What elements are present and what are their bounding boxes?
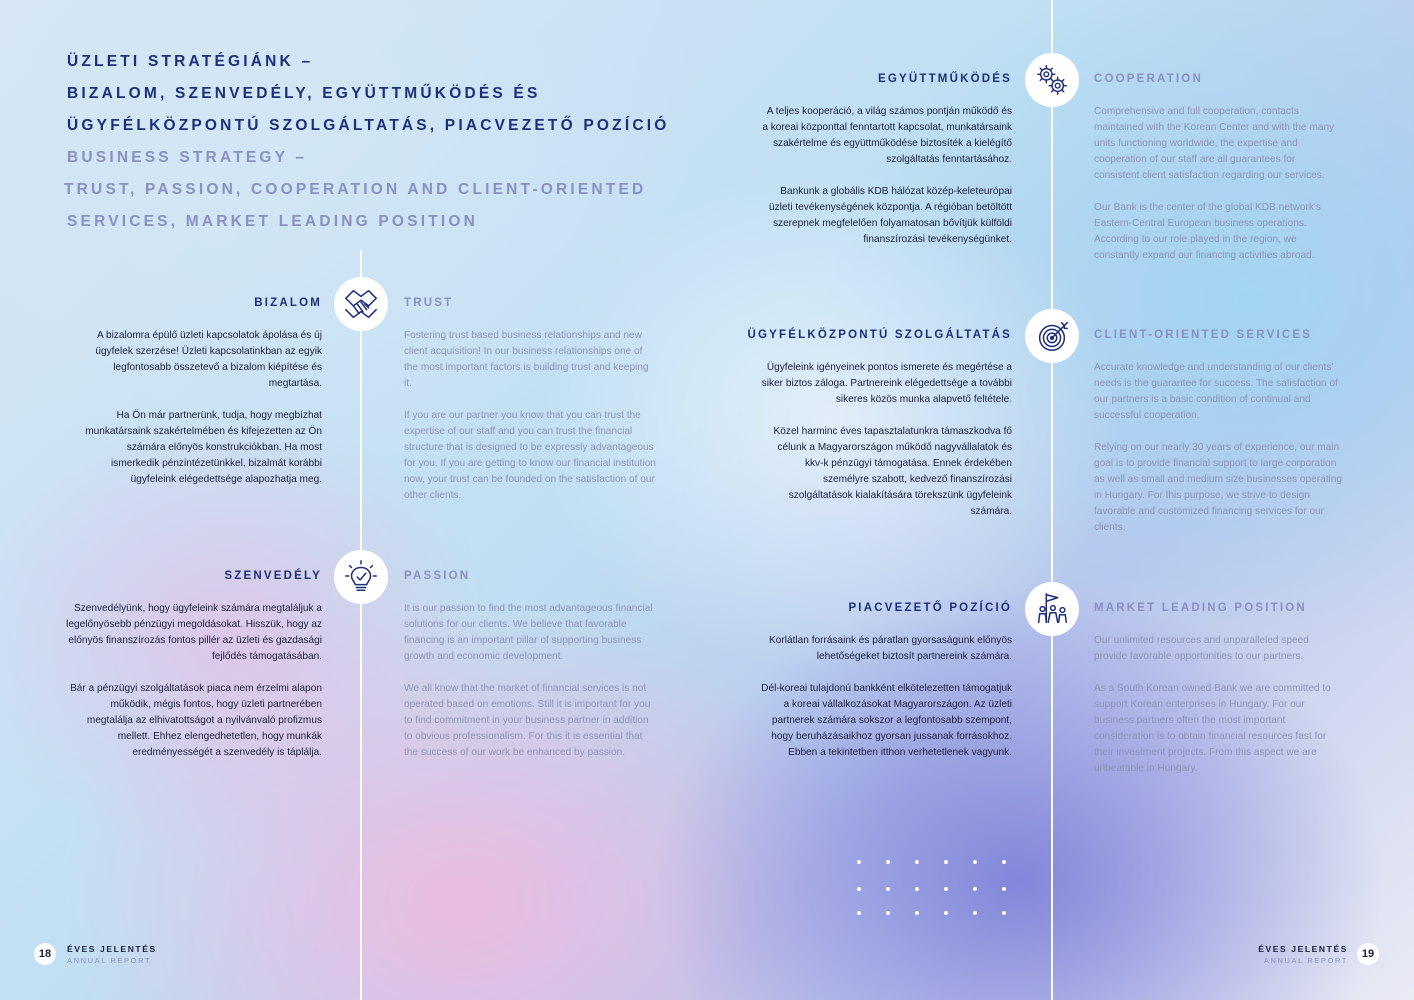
client-heading-hu: ÜGYFÉLKÖZPONTÚ SZOLGÁLTATÁS	[747, 329, 1012, 341]
cooperation-hu-paragraph-1: A teljes kooperáció, a világ számos pontján működő és a koreai központtal fenntartott kapcsolat, munkatársaink szakértelme és együttműködése biztosíték a kielégítő szolgáltatás fenntartásához.	[762, 106, 1012, 165]
footer-report-en-right: ANNUAL REPORT	[1263, 956, 1348, 965]
footer-report-hu-left: ÉVES JELENTÉS	[67, 944, 157, 954]
dot	[1002, 887, 1006, 891]
passion-hu-paragraph-2: Bár a pénzügyi szolgáltatások piaca nem érzelmi alapon működik, mégis fontos, hogy üzleti partnerében megtalálja az elhivatottságot a nyilvánvaló profizmus mellett. Ehhez elengedhetetlen, hogy munkák eredményességét a szenvedély is táplálja.	[70, 683, 322, 758]
dot	[973, 860, 977, 864]
client-en-paragraph-1: Accurate knowledge and understanding of our clients' needs is the guarantee for success. The satisfaction of our partners is a basic condition of continual and successful cooperation.	[1094, 362, 1338, 421]
title-hu-line-2: BIZALOM, SZENVEDÉLY, EGYÜTTMŰKÖDÉS ÉS	[67, 85, 541, 102]
market-en-paragraph-2: As a South Korean owned Bank we are committed to support Korean enterprises in Hungary. For our business partners often the most important consideration is to obtain financial resources fast for their investment projects. From this aspect we are unbeatable in Hungary.	[1094, 683, 1331, 774]
cooperation-en-paragraph-1: Comprehensive and full cooperation, contacts maintained with the Korean Center and with the many units functioning worldwide, the expertise and cooperation of our staff are all guarantees for consistent client satisfaction regarding our services.	[1094, 106, 1335, 181]
dot	[886, 911, 890, 915]
passion-en-paragraph-1: It is our passion to find the most advantageous financial solutions for our clients. We believe that favorable financing is an important pillar of supporting business growth and economic development.	[404, 603, 653, 662]
dot	[973, 911, 977, 915]
footer-report-en-left: ANNUAL REPORT	[67, 956, 152, 965]
lightbulb-icon	[334, 550, 388, 604]
market-en-paragraph-1: Our unlimited resources and unparalleled speed provide favorable opportunities to our partners.	[1094, 635, 1309, 662]
dot	[1002, 860, 1006, 864]
dot	[915, 911, 919, 915]
trust-en-paragraph-2: If you are our partner you know that you can trust the expertise of our staff and you can trust the financial structure that is designed to be expressly advantageous for you. If you are getting to know our financial institution now, your trust can be founded on the satisfaction of our other clients.	[404, 410, 656, 501]
market-hu-paragraph-2: Dél-koreai tulajdonú bankként elkötelezetten támogatjuk a koreai vállalkozásokat Magyarországon. Az üzleti partnerek számára sokszor a legfontosabb szempont, hogy beruházásaikhoz gyorsan jussanak forrásokhoz. Ebben a tekintetben itthon verhetetlenek vagyunk.	[761, 683, 1012, 758]
client-heading-en: CLIENT-ORIENTED SERVICES	[1094, 329, 1313, 341]
trust-heading-hu: BIZALOM	[254, 297, 322, 309]
client-en-paragraph-2: Relying on our nearly 30 years of experience, our main goal is to provide financial support to large corporation as well as small and medium size businesses operating in Hungary. For this purpose, we strive to design favorable and customized financing services for our clients.	[1094, 442, 1342, 533]
dot	[915, 860, 919, 864]
dot	[886, 887, 890, 891]
title-hu-line-3: ÜGYFÉLKÖZPONTÚ SZOLGÁLTATÁS, PIACVEZETŐ POZÍCIÓ	[67, 117, 670, 134]
handshake-icon	[334, 277, 388, 331]
dot	[944, 911, 948, 915]
passion-hu-paragraph-1: Szenvedélyünk, hogy ügyfeleink számára megtaláljuk a legelőnyösebb pénzügyi megoldásokat. Hisszük, hogy az előnyös finanszírozás fontos pillér az üzleti és gazdasági fejlődés támogatásában.	[66, 603, 322, 662]
page-number-right: 19	[1357, 943, 1379, 965]
left-timeline-line	[360, 250, 362, 1000]
footer-report-hu-right: ÉVES JELENTÉS	[1258, 944, 1348, 954]
target-icon	[1025, 309, 1079, 363]
passion-en-paragraph-2: We all know that the market of financial services is not operated based on emotions. Still it is important for you to find commitment in your business partner in addition to obvious professionalism. For this it is essential that the success of our work be enhanced by passion.	[404, 683, 651, 758]
trust-heading-en: TRUST	[404, 297, 454, 309]
dot	[944, 887, 948, 891]
dot	[857, 860, 861, 864]
right-timeline-line	[1051, 0, 1053, 1000]
dot	[886, 860, 890, 864]
gears-icon	[1025, 53, 1079, 107]
title-en-line-1: BUSINESS STRATEGY –	[67, 149, 308, 166]
market-hu-paragraph-1: Korlátlan forrásaink és páratlan gyorsaságunk előnyös lehetőségeket biztosít partnereink számára.	[769, 635, 1012, 662]
title-en-line-3: SERVICES, MARKET LEADING POSITION	[67, 213, 479, 230]
passion-heading-hu: SZENVEDÉLY	[224, 570, 322, 582]
dot	[857, 911, 861, 915]
cooperation-heading-hu: EGYÜTTMŰKÖDÉS	[877, 73, 1012, 85]
trust-hu-paragraph-1: A bizalomra épülő üzleti kapcsolatok ápolása és új ügyfelek szerzése! Üzleti kapcsolatinkban az egyik legfontosabb összetevő a bizalom kiépítése és megtartása.	[95, 330, 322, 389]
dot	[944, 860, 948, 864]
dot	[973, 887, 977, 891]
dot	[915, 887, 919, 891]
trust-en-paragraph-1: Fostering trust based business relationships and new client acquisition! In our business relationships one of the most important factors is building trust and keeping it.	[404, 330, 649, 389]
title-hu-line-1: ÜZLETI STRATÉGIÁNK –	[67, 53, 314, 70]
page-number-left: 18	[34, 943, 56, 965]
trust-hu-paragraph-2: Ha Ön már partnerünk, tudja, hogy megbízhat munkatársaink szakértelmében és kifejezetten az Ön számára előnyös konstrukciókban. Ha most ismerkedik pénzintézetünkkel, bizalmát korábbi ügyfeleink elégedettsége alapozhatja meg.	[85, 410, 322, 485]
cooperation-heading-en: COOPERATION	[1094, 73, 1203, 85]
dot	[1002, 911, 1006, 915]
market-heading-en: MARKET LEADING POSITION	[1094, 602, 1307, 614]
market-heading-hu: PIACVEZETŐ POZÍCIÓ	[848, 602, 1012, 614]
title-en-line-2: TRUST, PASSION, COOPERATION AND CLIENT-ORIENTED	[64, 181, 647, 198]
flag-team-icon	[1025, 582, 1079, 636]
passion-heading-en: PASSION	[404, 570, 471, 582]
cooperation-hu-paragraph-2: Bankunk a globális KDB hálózat közép-keleteurópai üzleti tevékenységének központja. A régióban betöltött szerepnek megfelelően folyamatosan bővítjük külföldi finanszírozási tevékenységünket.	[769, 186, 1012, 245]
dot	[857, 887, 861, 891]
client-hu-paragraph-2: Közel harminc éves tapasztalatunkra támaszkodva fő célunk a Magyarországon működő nagyvállalatok és kkv-k pénzügyi támogatása. Ennek érdekében személyre szabott, kedvező finanszírozási szolgáltatások kialakítására törekszünk ügyfeleink számára.	[773, 426, 1012, 517]
client-hu-paragraph-1: Ügyfeleink igényeinek pontos ismerete és megértése a siker biztos záloga. Partnereink elégedettsége a további sikeres közös munka alapvető feltétele.	[761, 362, 1012, 405]
cooperation-en-paragraph-2: Our Bank is the center of the global KDB network's Eastern-Central European business operations. According to our role played in the region, we constantly expand our financing activities abroad.	[1094, 202, 1321, 261]
